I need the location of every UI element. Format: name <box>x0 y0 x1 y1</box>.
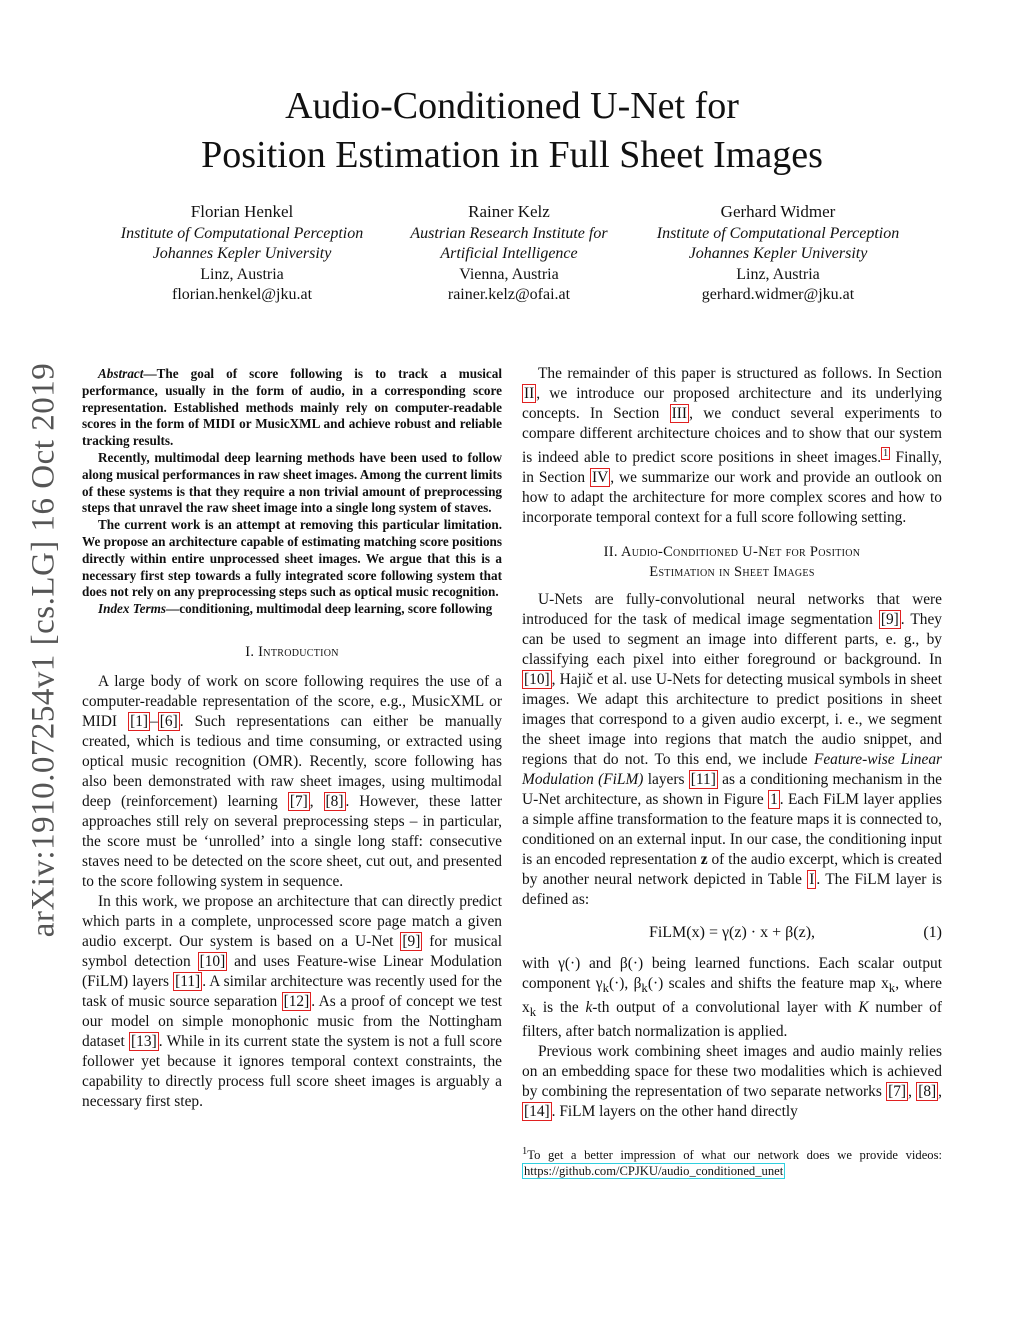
author-affiliation: Artificial Intelligence <box>440 245 578 262</box>
author-affiliation: Institute of Computational Perception <box>656 224 900 242</box>
previous-work-paragraph: Previous work combining sheet images and audio mainly relies on an embedding space for these two modalities which is achieved by combining the representation of two separate networks [7] , [8] , [14] . FiLM layers on the other hand directly <box>522 1043 942 1121</box>
author-email: gerhard.widmer@jku.at <box>701 286 855 303</box>
left-column <box>82 366 502 1112</box>
author-email: florian.henkel@jku.at <box>171 286 313 303</box>
author-city: Linz, Austria <box>200 265 284 283</box>
index-terms: conditioning, multimodal deep learning, score following <box>179 601 493 617</box>
author-email: rainer.kelz@ofai.at <box>447 286 571 303</box>
author-kelz <box>369 202 649 306</box>
section-link[interactable]: II <box>524 385 535 402</box>
section-heading-audio-conditioned-unet <box>522 542 942 582</box>
citation-link[interactable]: [11] <box>690 771 716 789</box>
citation-link[interactable]: [14] <box>524 1103 550 1121</box>
film-term: Feature-wise Linear Modulation (FiLM) <box>522 751 943 789</box>
author-affiliation: Institute of Computational Perception <box>120 224 364 242</box>
abstract: Abstract—The goal of score following is to track a musical performance, usually in the form of audio, in a corresponding score representation. Established methods mainly rely on computer-readable scores in the form of MIDI or MusicXML and achieve robust and reliable tracking results. Recently, multimodal deep learning methods have been used to follow along musical performances in raw sheet images. Among the current limits of these systems is that they require a non trivial amount of preprocessing steps that unravel the raw sheet image into a single long system of staves. The current work is an attempt at removing this particular limitation. We propose an architecture capable of estimating matching score positions directly within entire unprocessed sheet images. We argue that this is a necessary first step towards a fully integrated score following system that does not rely on any preprocessing steps such as optical music recognition. Index Terms—conditioning, multimodal deep learning, score following <box>82 366 502 617</box>
citation-link[interactable]: [9] <box>880 611 899 629</box>
equation-body: FiLM(x) = γ(z) · x + β(z), <box>648 924 816 942</box>
citation-link[interactable]: [13] <box>131 1032 157 1050</box>
citation-link[interactable]: [7] <box>888 1083 907 1101</box>
citation-link[interactable]: [6] <box>159 712 178 730</box>
footnote-text: To get a better impression of what our network does we provide videos: <box>527 1148 942 1163</box>
section-heading-introduction: I. Introduction <box>245 643 339 660</box>
footnote <box>522 1144 942 1179</box>
author-city: Linz, Austria <box>736 265 820 283</box>
equation-film <box>522 918 942 948</box>
unet-paragraph: U-Nets are fully-convolutional neural networks that were introduced for the task of medical image segmentation [9] . They can be used to segment an image into different parts, e. g., by classifying each pixel into either foreground or background. In [10] , Hajič et al. use U-Nets for detecting musical symbols in sheet images. We adapt this architecture to predict positions in sheet images that correspond to a given audio excerpt, i. e., we segment the sheet image into regions that match the audio snippet, and regions that do not. To this end, we include Feature-wise Linear Modulation (FiLM) layers [11] as a conditioning mechanism in the U-Net architecture, as shown in Figure 1 . Each FiLM layer applies a simple affine transformation to the feature maps it is connected to, conditioned on an external input. In our case, the conditioning input is an encoded representation z of the audio excerpt, which is created by another neural network depicted in Table I . The FiLM layer is defined as: <box>522 591 943 909</box>
index-terms-label: Index Terms <box>98 601 167 617</box>
abstract-label: Abstract <box>98 366 144 381</box>
film-definition-paragraph: with γ(·) and β(·) being learned functions. Each scalar output component $\gamma_k(\cdot)$, $\beta_k(\cdot)$ scales and shifts the feature map $x_k$, where $x_k$ is the k-th output of a convolutional layer with K number of filters, after batch normalization is applied. <box>522 955 943 1041</box>
section-heading-line-1: II. Audio-Conditioned U-Net for Position <box>603 544 861 561</box>
footnote-url-link[interactable]: https://github.com/CPJKU/audio_conditioned_unet <box>524 1164 784 1179</box>
intro-paragraph-2: In this work, we propose an architecture that can directly predict which parts in a complete, unprocessed score page match a given audio excerpt. Our system is based on a U-Net [9] for musical symbol detection [10] and uses Feature-wise Linear Modulation (FiLM) layers [11] . A similar architecture was recently used for the task of music source separation [12] . As a proof of concept we test our model on simple monophonic music from the Nottingham dataset [13] . While in its current state the system is not a full score follower yet because it ignores temporal context constraints, the capability to directly process full score sheet images is arguably a necessary first step. <box>82 892 503 1110</box>
title-line-2: Position Estimation in Full Sheet Images <box>201 134 823 176</box>
footnote-number: 1 <box>522 1146 528 1158</box>
abstract-paragraph-3: The current work is an attempt at removing this particular limitation. We propose an architecture capable of estimating matching score positions directly within entire unprocessed sheet images. We argue that this is a necessary first step towards a fully integrated score following system that does not rely on any preprocessing steps such as optical music recognition. <box>82 517 502 600</box>
abstract-paragraph-2: Recently, multimodal deep learning methods have been used to follow along musical performances in raw sheet images. Among the current limits of these systems is that they require a non trivial amount of preprocessing steps that unravel the raw sheet image into a single long system of staves. <box>82 449 502 516</box>
citation-link[interactable]: [12] <box>283 992 310 1010</box>
section-link[interactable]: III <box>671 405 688 422</box>
author-name: Rainer Kelz <box>468 202 550 221</box>
arxiv-sidebar <box>20 360 68 940</box>
citation-link[interactable]: [11] <box>175 972 201 990</box>
abstract-paragraph-1: The goal of score following is to track a musical performance, usually in the form of audio, in a corresponding score representation. Established methods mainly rely on computer-readable scores in the form of MIDI or MusicXML and achieve robust and reliable tracking results. <box>82 366 502 449</box>
figure-link[interactable]: 1 <box>770 791 778 809</box>
citation-link[interactable]: [8] <box>918 1083 937 1101</box>
citation-link[interactable]: [1] <box>130 712 149 730</box>
section-link[interactable]: IV <box>591 469 609 487</box>
equation-number: (1) <box>923 924 942 942</box>
citation-link[interactable]: [8] <box>325 792 344 810</box>
citation-link[interactable]: [10] <box>199 952 226 970</box>
intro-paragraph-1: A large body of work on score following requires the use of a computer-readable representation of the score, e.g., MusicXML or MIDI [1] – [6] . Such representations can either be manually created, which is tedious and time consuming, or extracted using optical music recognition (OMR). Recently, score following has also been demonstrated with raw sheet images, using multimodal deep (reinforcement) learning [7] , [8] . However, these latter approaches still rely on several preprocessing steps – in particular, the score must be ‘unrolled’ into a single long staff: consecutive staves need to be detected on the score sheet, cut out, and presented to the score following system in sequence. <box>82 672 502 890</box>
author-city: Vienna, Austria <box>459 265 559 283</box>
author-name: Florian Henkel <box>190 202 294 221</box>
structure-paragraph: The remainder of this paper is structured as follows. In Section II , we introduce our proposed architecture and its underlying concepts. In Section III , we conduct several experiments to compare different architecture choices and to show that our system is indeed able to predict score positions in sheet images. $^1$ Finally, in Section IV , we summarize our work and provide an outlook on how to adapt the architecture for more complex scores and how to incorporate temporal context for a full score following setting. <box>522 365 942 527</box>
author-name: Gerhard Widmer <box>720 202 836 221</box>
citation-link[interactable]: [7] <box>289 792 308 810</box>
right-column <box>522 364 942 1179</box>
citation-link[interactable]: [10] <box>524 671 550 689</box>
author-affiliation: Johannes Kepler University <box>152 245 332 262</box>
author-widmer <box>638 202 918 306</box>
author-affiliation: Johannes Kepler University <box>688 245 868 262</box>
math-z: z <box>700 851 708 869</box>
citation-link[interactable]: [9] <box>402 932 421 950</box>
paper-title <box>0 82 1024 180</box>
section-heading-line-2: Estimation in Sheet Images <box>649 564 815 581</box>
footnote-marker[interactable]: 1 <box>883 448 889 459</box>
table-link[interactable]: I <box>809 871 815 889</box>
author-henkel <box>102 202 382 306</box>
title-line-1: Audio-Conditioned U-Net for <box>285 85 739 127</box>
arxiv-identifier: arXiv:1910.07254v1 [cs.LG] 16 Oct 2019 <box>25 362 62 938</box>
author-affiliation: Austrian Research Institute for <box>410 224 608 242</box>
